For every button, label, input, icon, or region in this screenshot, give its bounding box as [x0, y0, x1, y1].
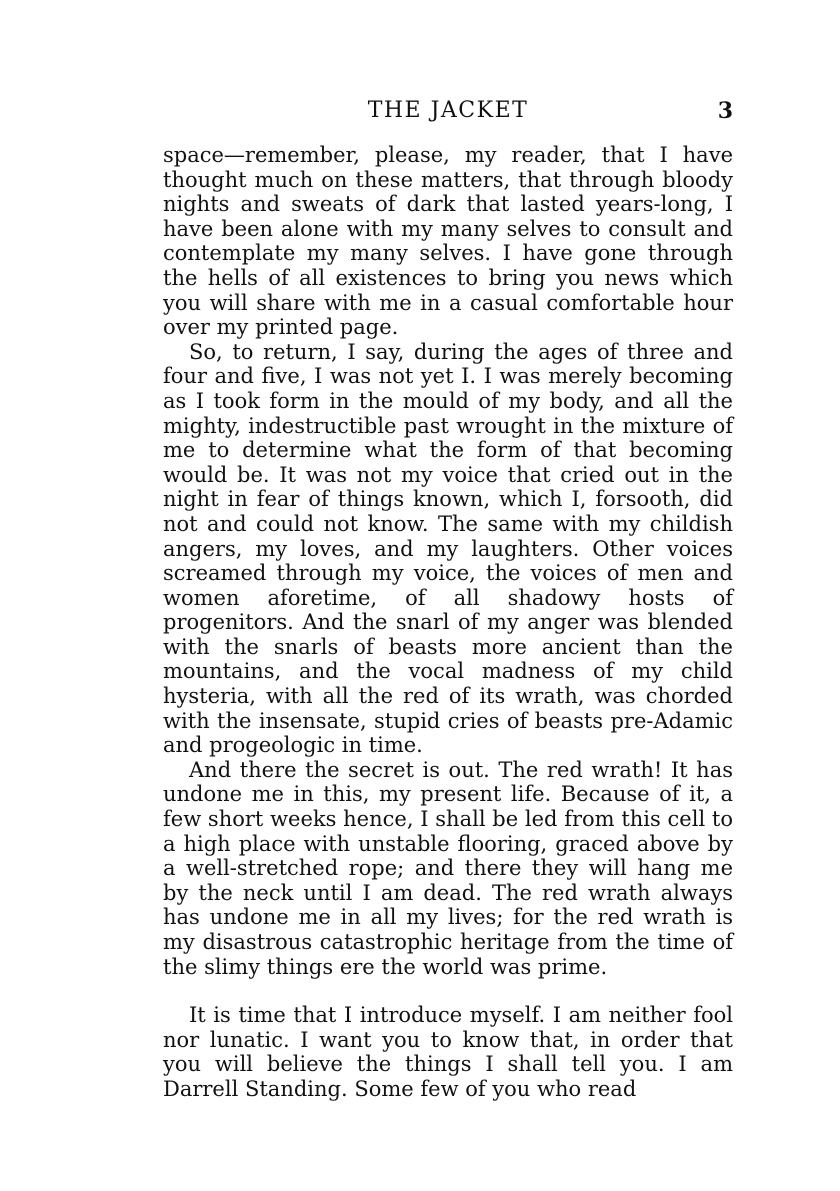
running-title: THE JACKET [367, 98, 529, 123]
paragraph: It is time that I introduce myself. I am neither fool nor lunatic. I want you to know that, in order that you will believe the things I shall tell you. I am Darrell Standing. Some few of you who read [163, 1003, 733, 1101]
page-header [163, 98, 733, 130]
paragraph: And there the secret is out. The red wrath! It has undone me in this, my present life. Because of it, a few short weeks hence, I shall be led from this cell to a high place with unstable flooring, graced above by a well-stretched rope; and there they will hang me by the neck until I am dead. The red wrath always has undone me in all my lives; for the red wrath is my disastrous catastrophic heritage from the time of the slimy things ere the world was prime. [163, 757, 733, 979]
page-body [163, 143, 733, 1102]
paragraph-continuation: space—remember, please, my reader, that I have thought much on these matters, that through bloody nights and sweats of dark that lasted years-long, I have been alone with my many selves to consult and contemplate my many selves. I have gone through the hells of all existences to bring you news which you will share with me in a casual comfortable hour over my printed page. [163, 143, 733, 340]
paragraph: So, to return, I say, during the ages of three and four and five, I was not yet I. I was merely becoming as I took form in the mould of my body, and all the mighty, indestructible past wrought in the mixture of me to determine what the form of that becoming would be. It was not my voice that cried out in the night in fear of things known, which I, forsooth, did not and could not know. The same with my childish angers, my loves, and my laughters. Other voices screamed through my voice, the voices of men and women aforetime, of all shadowy hosts of progenitors. And the snarl of my anger was blended with the snarls of beasts more ancient than the mountains, and the vocal madness of my child hysteria, with all the red of its wrath, was chorded with the insensate, stupid cries of beasts pre-Adamic and progeologic in time. [163, 339, 733, 758]
page-number: 3 [717, 98, 733, 124]
